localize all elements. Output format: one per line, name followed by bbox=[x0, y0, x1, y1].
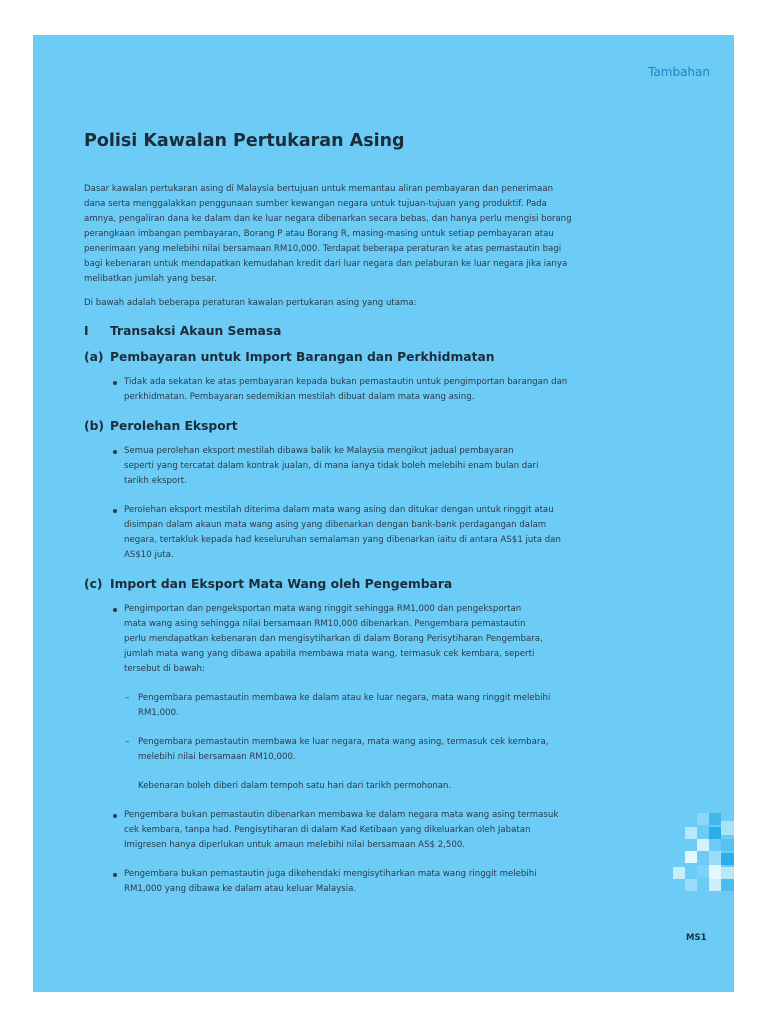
text-line: perkhidmatan. Pembayaran sedemikian mestilah dibuat dalam mata wang asing. bbox=[124, 392, 475, 402]
section-heading-current-account bbox=[84, 324, 604, 338]
subsection-title: Pembayaran untuk Import Barangan dan Perkhidmatan bbox=[110, 350, 495, 364]
section-tag: Tambahan bbox=[648, 65, 710, 79]
bullet-list-traveller-currency bbox=[84, 602, 604, 897]
text-line: Pengembara bukan pemastautin dibenarkan membawa ke dalam negara mata wang asing termasuk bbox=[124, 810, 559, 820]
bullet-icon bbox=[113, 608, 117, 612]
section-title: Transaksi Akaun Semasa bbox=[110, 324, 282, 338]
bullet-list-export-proceeds bbox=[84, 444, 604, 563]
intro-paragraph bbox=[84, 182, 604, 287]
subsection-title: Import dan Eksport Mata Wang oleh Pengembara bbox=[110, 577, 453, 591]
text-line: Dasar kawalan pertukaran asing di Malaysia bertujuan untuk memantau aliran pembayaran dan penerimaan bbox=[84, 184, 554, 194]
bullet-list-import-payments bbox=[84, 375, 604, 405]
pixel-square bbox=[685, 879, 697, 891]
pixel-square bbox=[697, 813, 709, 825]
bullet-icon bbox=[113, 814, 117, 818]
text-line: AS$10 juta. bbox=[124, 550, 174, 560]
text-line: penerimaan yang melebihi nilai bersamaan RM10,000. Terdapat beberapa peraturan ke atas pemastautin bagi bbox=[84, 244, 562, 254]
list-item bbox=[84, 375, 604, 405]
dash-list-item bbox=[124, 691, 604, 721]
text-line: Semua perolehan eksport mestilah dibawa balik ke Malaysia mengikut jadual pembayaran bbox=[124, 446, 514, 456]
subsection-label: (b) bbox=[84, 419, 105, 433]
list-lead-paragraph: Di bawah adalah beberapa peraturan kawalan pertukaran asing yang utama: bbox=[84, 298, 417, 308]
subsection-label: (c) bbox=[84, 577, 103, 591]
subsection-heading-import-payments bbox=[84, 350, 604, 364]
text-line: perlu mendapatkan kebenaran dan mengisytiharkan di dalam Borang Perisytiharan Pengembara, bbox=[124, 634, 543, 644]
text-line: Pengembara bukan pemastautin juga dikehendaki mengisytiharkan mata wang ringgit melebihi bbox=[124, 869, 537, 879]
list-item bbox=[84, 444, 604, 489]
dash-icon: – bbox=[125, 693, 130, 703]
pixel-square bbox=[697, 839, 709, 851]
list-item-text bbox=[124, 444, 604, 489]
text-line: tersebut di bawah: bbox=[124, 664, 205, 674]
pixel-square bbox=[721, 821, 734, 835]
text-line: dana serta menggalakkan penggunaan sumber kewangan negara untuk tujuan-tujuan yang produktif. Pada bbox=[84, 199, 547, 209]
pixel-square bbox=[709, 813, 721, 825]
pixel-square bbox=[721, 839, 734, 851]
permission-note: Kebenaran boleh diberi dalam tempoh satu hari dari tarikh permohonan. bbox=[138, 781, 452, 791]
page-title: Polisi Kawalan Pertukaran Asing bbox=[84, 131, 405, 151]
subsection-label: (a) bbox=[84, 350, 104, 364]
text-line: bagi kebenaran untuk mendapatkan kemudahan kredit dari luar negara dan pelaburan ke luar negara jika ianya bbox=[84, 259, 568, 269]
pixel-square bbox=[673, 867, 685, 879]
page-number: MS1 bbox=[686, 933, 707, 943]
pixel-square bbox=[709, 879, 721, 891]
pixel-square bbox=[721, 867, 734, 879]
subsection-heading-traveller-currency bbox=[84, 577, 604, 591]
pixel-square bbox=[721, 879, 734, 891]
pixel-square bbox=[709, 865, 721, 879]
document-page bbox=[33, 35, 734, 992]
pixel-square bbox=[697, 865, 709, 877]
text-line: Tidak ada sekatan ke atas pembayaran kepada bukan pemastautin untuk pengimportan barangan dan bbox=[124, 377, 568, 387]
text-line: Perolehan eksport mestilah diterima dalam mata wang asing dan ditukar dengan untuk ringgit atau bbox=[124, 505, 554, 515]
dash-item-text bbox=[138, 691, 604, 721]
text-line: Imigresen hanya diperlukan untuk amaun melebihi nilai bersamaan AS$ 2,500. bbox=[124, 840, 466, 850]
dash-list-item bbox=[124, 735, 604, 765]
pixel-pattern-decoration bbox=[673, 813, 734, 893]
bullet-icon bbox=[113, 873, 117, 877]
list-item-text bbox=[124, 808, 604, 853]
bullet-icon bbox=[113, 450, 117, 454]
list-item-text bbox=[124, 375, 604, 405]
dash-list bbox=[124, 691, 604, 765]
pixel-square bbox=[709, 851, 721, 865]
bullet-icon bbox=[113, 509, 117, 513]
text-line: seperti yang tercatat dalam kontrak jualan, di mana ianya tidak boleh melebihi enam bulan dari bbox=[124, 461, 539, 471]
dash-item-text bbox=[138, 735, 604, 765]
text-line: mata wang asing sehingga nilai bersamaan RM10,000 dibenarkan. Pengembara pemastautin bbox=[124, 619, 526, 629]
pixel-square bbox=[685, 827, 697, 839]
document-body bbox=[84, 182, 604, 911]
bullet-icon bbox=[113, 381, 117, 385]
list-item-text bbox=[124, 867, 604, 897]
text-line: perangkaan imbangan pembayaran, Borang P atau Borang R, masing-masing untuk setiap pembayaran atau bbox=[84, 229, 554, 239]
text-line: tarikh eksport. bbox=[124, 476, 187, 486]
text-line: Pengimportan dan pengeksportan mata wang ringgit sehingga RM1,000 dan pengeksportan bbox=[124, 604, 522, 614]
text-line: Pengembara pemastautin membawa ke luar negara, mata wang asing, termasuk cek kembara, bbox=[138, 737, 549, 747]
subsection-heading-export-proceeds bbox=[84, 419, 604, 433]
list-item bbox=[84, 602, 604, 794]
list-item-text bbox=[124, 503, 604, 563]
dash-icon: – bbox=[125, 737, 130, 747]
pixel-square bbox=[709, 827, 721, 839]
text-line: negara, tertakluk kepada had keseluruhan semalaman yang dibenarkan iaitu di antara AS$1 juta dan bbox=[124, 535, 561, 545]
pixel-square bbox=[721, 853, 734, 865]
text-line: Pengembara pemastautin membawa ke dalam atau ke luar negara, mata wang ringgit melebihi bbox=[138, 693, 551, 703]
text-line: amnya, pengaliran dana ke dalam dan ke luar negara dibenarkan secara bebas, dan hanya perlu mengisi borang bbox=[84, 214, 572, 224]
list-item bbox=[84, 503, 604, 563]
text-line: RM1,000. bbox=[138, 708, 179, 718]
text-line: cek kembara, tanpa had. Pengisytiharan di dalam Kad Ketibaan yang dikeluarkan oleh Jabatan bbox=[124, 825, 531, 835]
pixel-square bbox=[685, 851, 697, 863]
subsection-title: Perolehan Eksport bbox=[110, 419, 238, 433]
text-line: disimpan dalam akaun mata wang asing yang dibenarkan dengan bank-bank perdagangan dalam bbox=[124, 520, 547, 530]
text-line: melibatkan jumlah yang besar. bbox=[84, 274, 217, 284]
text-line: melebihi nilai bersamaan RM10,000. bbox=[138, 752, 296, 762]
text-line: jumlah mata wang yang dibawa apabila membawa mata wang, termasuk cek kembara, seperti bbox=[124, 649, 535, 659]
list-item bbox=[84, 808, 604, 853]
text-line: RM1,000 yang dibawa ke dalam atau keluar Malaysia. bbox=[124, 884, 357, 894]
list-item bbox=[84, 867, 604, 897]
list-item-text bbox=[124, 602, 604, 677]
section-number: I bbox=[84, 324, 89, 338]
